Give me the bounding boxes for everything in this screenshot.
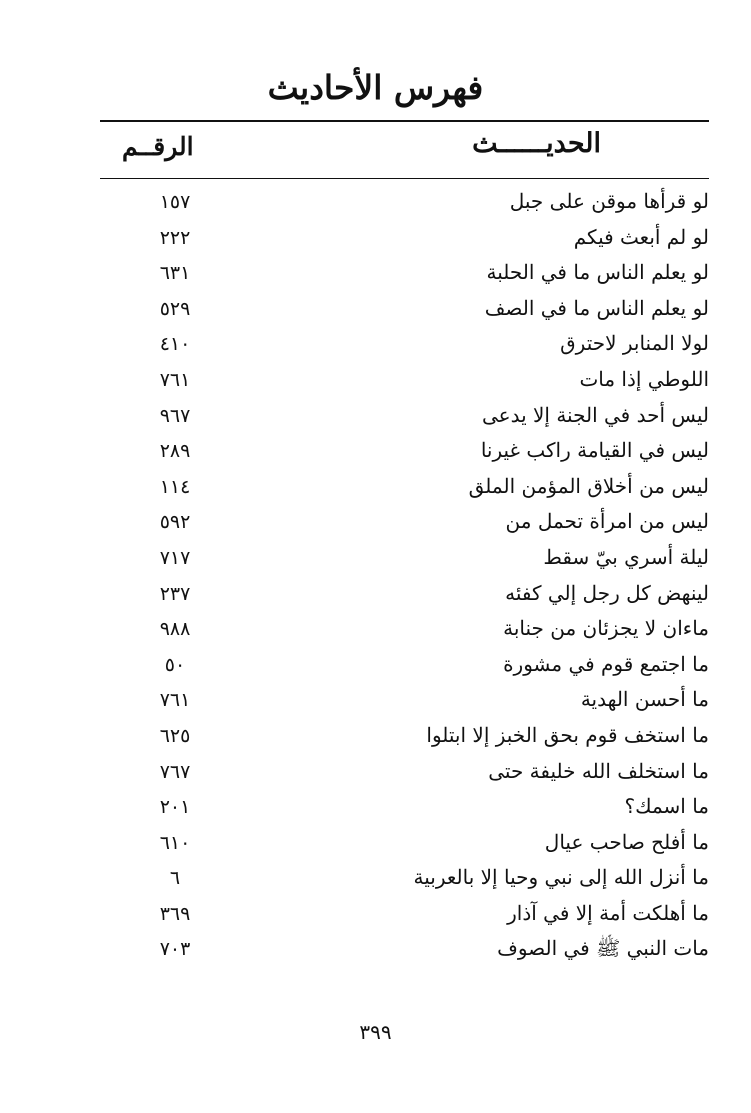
index-entry (100, 506, 709, 542)
column-header-number: الرقــم (122, 132, 194, 161)
entry-text: ما استخلف الله خليفة حتى (488, 758, 709, 783)
entry-text: لو يعلم الناس ما في الحلبة (486, 260, 709, 285)
index-entry (100, 649, 709, 685)
index-entry (100, 613, 709, 649)
entry-text: اللوطي إذا مات (579, 366, 709, 391)
entry-text: ليس من امرأة تحمل من (505, 509, 709, 534)
entry-number: ٧٠٣ (159, 938, 191, 961)
entry-number: ٢٠١ (159, 796, 191, 819)
index-entry (100, 471, 709, 507)
header-bottom-rule (100, 178, 709, 179)
index-entry (100, 293, 709, 329)
entry-text: ما أهلكت أمة إلا في آذار (507, 900, 709, 925)
entry-number: ١٥٧ (159, 191, 191, 213)
entry-number: ٦١٠ (159, 831, 191, 854)
entry-number: ٦٢٥ (159, 724, 191, 747)
entry-text: ليس أحد في الجنة إلا يدعى (481, 402, 709, 427)
index-entry (100, 933, 709, 969)
index-entry (100, 756, 709, 792)
index-entry (100, 720, 709, 756)
entry-text: ما استخف قوم بحق الخبز إلا ابتلوا (426, 722, 709, 747)
index-entry (100, 328, 709, 364)
column-header-row (100, 128, 709, 172)
entry-text: ليس في القيامة راكب غيرنا (480, 438, 709, 463)
entry-text: ما أفلح صاحب عيال (544, 829, 709, 854)
entry-number: ٧١٧ (159, 546, 191, 569)
index-entry (100, 862, 709, 898)
index-entry (100, 684, 709, 720)
entry-number: ٦ (169, 867, 181, 890)
entry-text: لولا المنابر لاحترق (560, 331, 709, 356)
entry-number: ٢٢٢ (159, 226, 191, 249)
entry-text: ليس من أخلاق المؤمن الملق (468, 473, 709, 498)
entry-number: ٢٣٧ (159, 582, 191, 605)
entry-number: ٦٣١ (159, 262, 191, 285)
entry-number: ٥٠ (164, 653, 186, 676)
entry-number: ١١٤ (159, 475, 191, 498)
entry-number: ٢٨٩ (159, 440, 191, 463)
entry-number: ٤١٠ (159, 333, 191, 356)
entry-number: ٩٦٧ (159, 404, 191, 427)
entry-number: ٧٦٧ (159, 760, 191, 783)
index-entry (100, 435, 709, 471)
entry-text: مات النبي ﷺ في الصوف (497, 936, 709, 961)
entry-text: لو لم أبعث فيكم (573, 224, 709, 249)
index-entry (100, 400, 709, 436)
entry-text: ما أحسن الهدية (580, 687, 709, 712)
index-entry (100, 222, 709, 258)
header-top-rule (100, 120, 709, 122)
index-entry (100, 791, 709, 827)
index-entry (100, 542, 709, 578)
hadith-index-list (100, 186, 709, 969)
entry-text: ما أنزل الله إلى نبي وحيا إلا بالعربية (413, 865, 709, 890)
page-number: ٣٩٩ (359, 1020, 392, 1044)
entry-text: ليلة أسري بيّ سقط (543, 544, 709, 569)
index-entry (100, 898, 709, 934)
entry-text: لو قرأها موقن على جبل (509, 189, 709, 213)
entry-number: ٣٦٩ (159, 902, 191, 925)
entry-text: لو يعلم الناس ما في الصف (484, 295, 709, 320)
index-entry (100, 364, 709, 400)
entry-number: ٥٢٩ (159, 297, 191, 320)
entry-text: ما اسمك؟ (624, 794, 709, 819)
entry-number: ٧٦١ (159, 689, 191, 712)
entry-text: ماءان لا يجزئان من جنابة (503, 616, 709, 641)
entry-number: ٧٦١ (159, 368, 191, 391)
entry-number: ٥٩٢ (159, 511, 191, 534)
index-entry (100, 186, 709, 222)
entry-text: ما اجتمع قوم في مشورة (503, 651, 709, 676)
entry-number: ٩٨٨ (159, 618, 191, 641)
index-entry (100, 578, 709, 614)
page-title: فهرس الأحاديث (267, 68, 484, 107)
entry-text: لينهض كل رجل إلي كفئه (505, 580, 709, 605)
index-entry (100, 827, 709, 863)
index-entry (100, 257, 709, 293)
column-header-hadith: الحديــــــث (472, 128, 601, 159)
